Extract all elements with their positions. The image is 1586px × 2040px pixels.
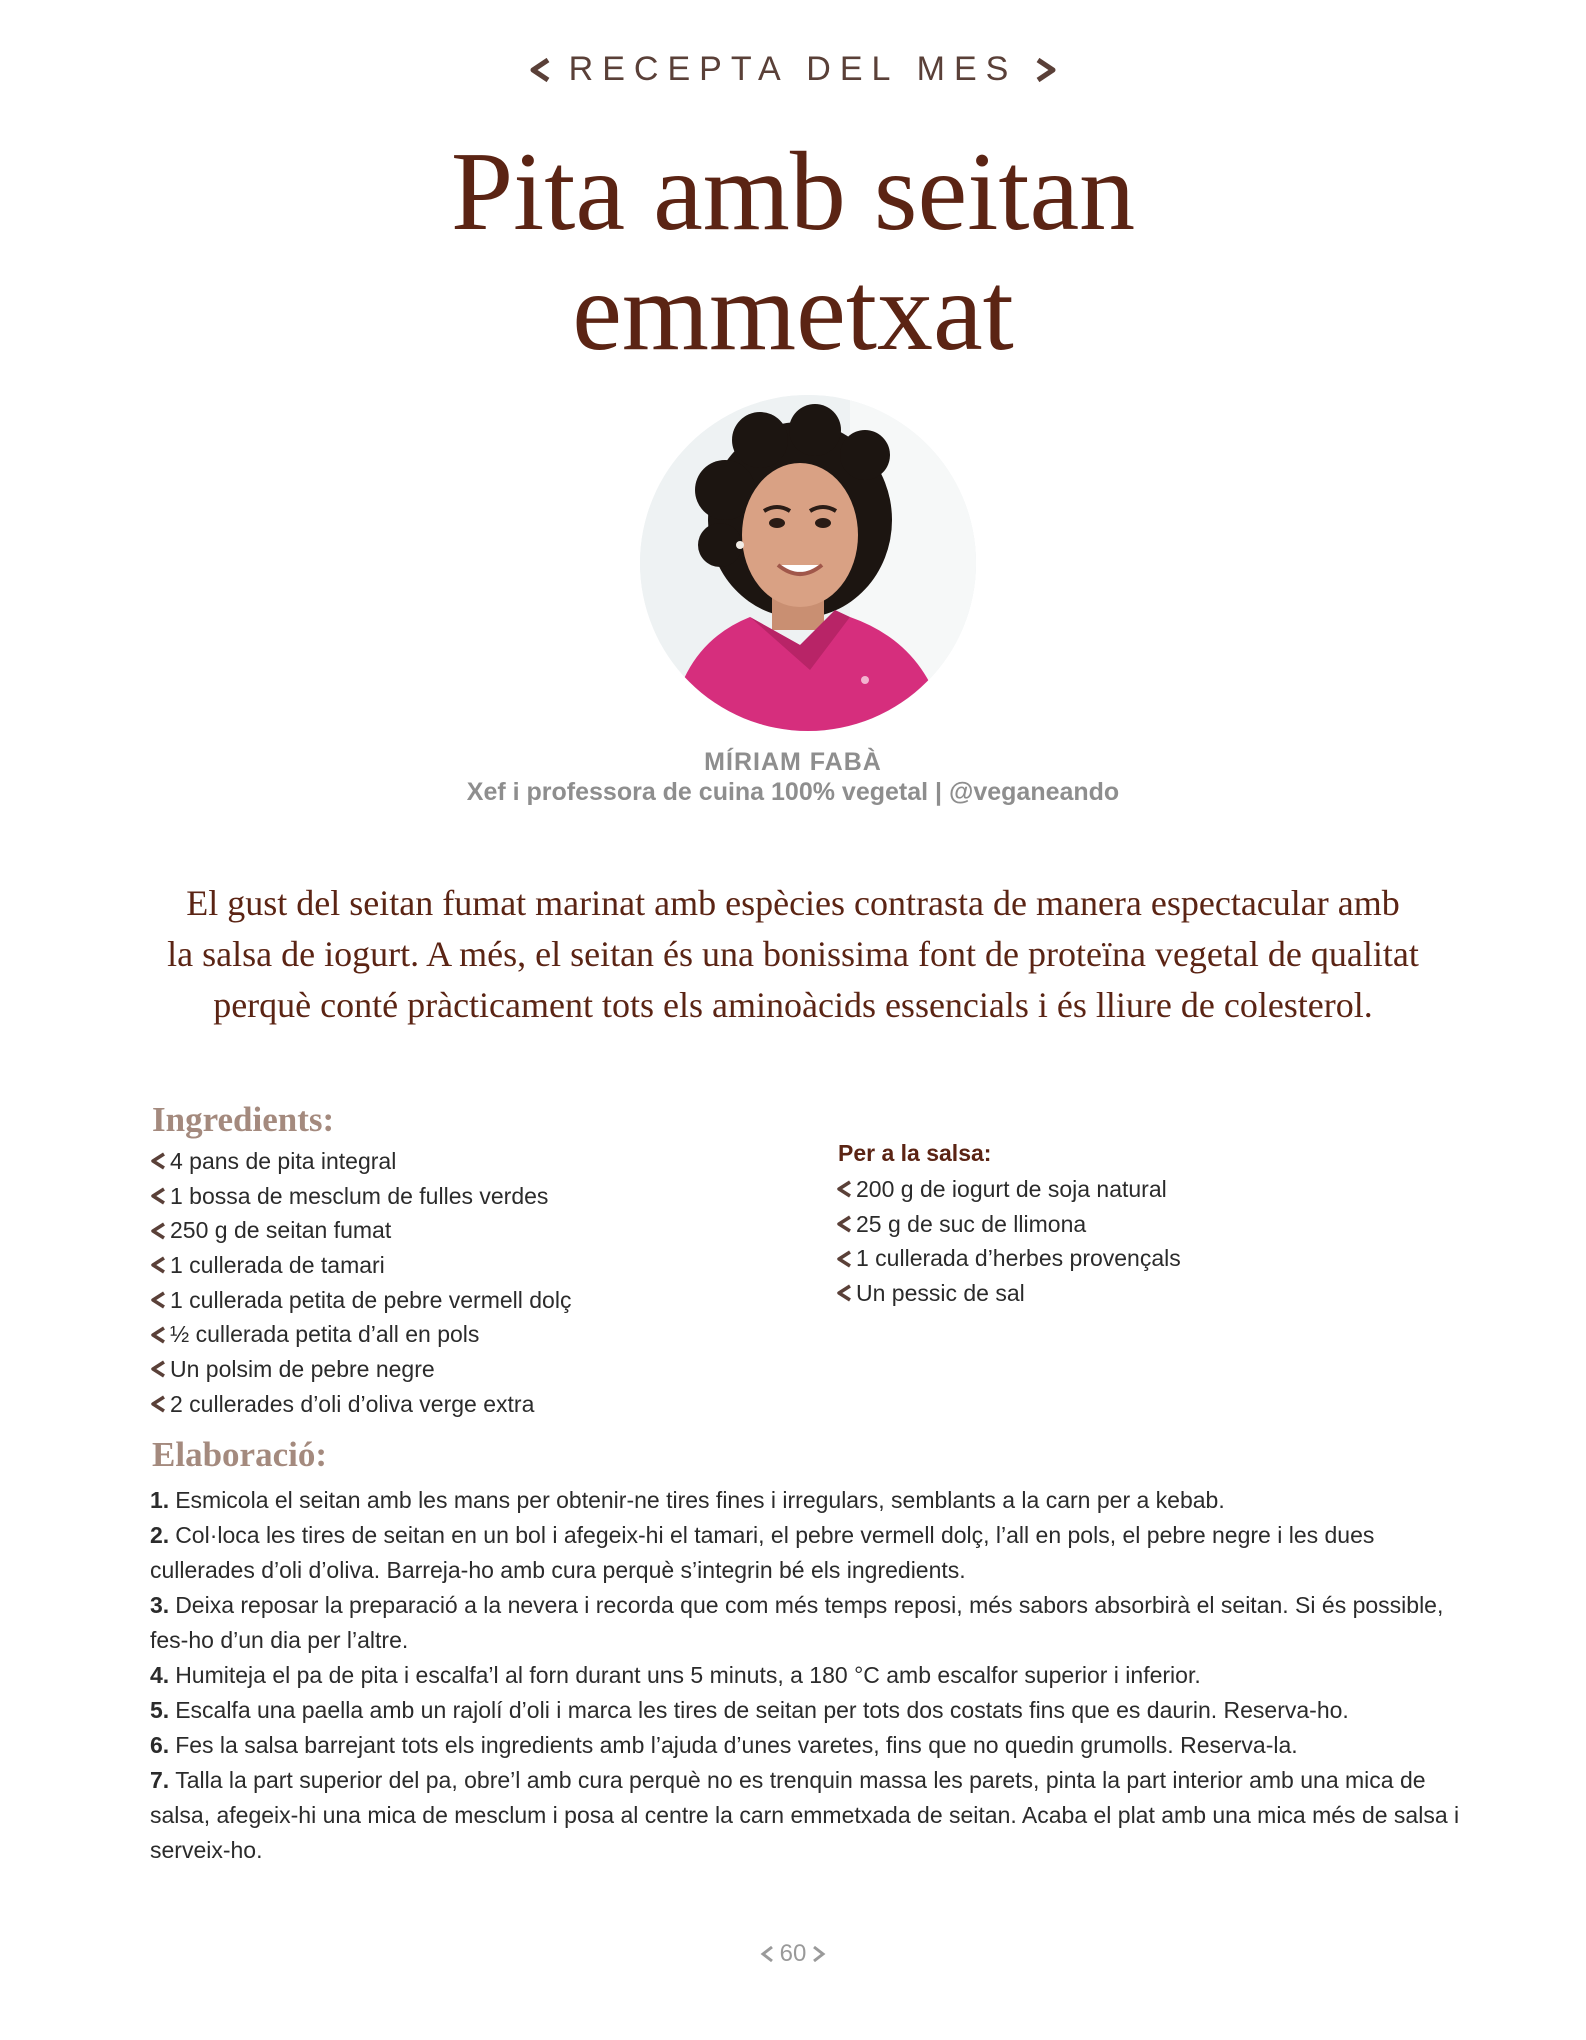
chevron-bullet-icon: [150, 1394, 166, 1414]
salsa-list: [836, 1172, 1436, 1311]
chevron-bullet-icon: [150, 1325, 166, 1345]
list-item: Un polsim de pebre negre: [150, 1352, 790, 1387]
list-item: ½ cullerada petita d’all en pols: [150, 1317, 790, 1352]
step-item: [150, 1483, 1476, 1518]
step-number: 6.: [150, 1732, 170, 1758]
chevron-bullet-icon: [836, 1214, 852, 1234]
salsa-heading: Per a la salsa:: [838, 1140, 992, 1166]
intro-line-2: la salsa de iogurt. A més, el seitan és una bonissima font de proteïna vegetal de qualitat: [167, 934, 1419, 974]
step-item: [150, 1588, 1476, 1658]
page-number: [0, 1940, 1586, 1968]
portrait-illustration: [640, 395, 976, 731]
step-text: Humiteja el pa de pita i escalfa’l al forn durant uns 5 minuts, a 180 °C amb escalfor superior i inferior.: [175, 1662, 1201, 1688]
step-number: 3.: [150, 1592, 170, 1618]
ingredients-heading: Ingredients:: [152, 1100, 335, 1139]
chevron-right-icon: [812, 1945, 826, 1963]
step-number: 4.: [150, 1662, 170, 1688]
section-kicker: [0, 50, 1586, 89]
step-text: Esmicola el seitan amb les mans per obtenir-ne tires fines i irregulars, semblants a la carn per a kebab.: [175, 1487, 1225, 1513]
step-text: Deixa reposar la preparació a la nevera i recorda que com més temps reposi, més sabors absorbirà el seitan. Si és possible, fes-ho d’un dia per l’altre.: [150, 1592, 1444, 1653]
intro-line-1: El gust del seitan fumat marinat amb espècies contrasta de manera espectacular amb: [186, 883, 1400, 923]
page-number-text: 60: [779, 1940, 807, 1967]
chevron-bullet-icon: [150, 1255, 166, 1275]
list-item: 25 g de suc de llimona: [836, 1207, 1436, 1242]
step-item: [150, 1658, 1476, 1693]
chevron-left-icon: [760, 1945, 774, 1963]
step-item: [150, 1728, 1476, 1763]
intro-paragraph: [140, 878, 1446, 1031]
chevron-bullet-icon: [150, 1290, 166, 1310]
list-item: 1 cullerada de tamari: [150, 1248, 790, 1283]
step-text: Escalfa una paella amb un rajolí d’oli i marca les tires de seitan per tots dos costats fins que es daurin. Reserva-ho.: [175, 1697, 1349, 1723]
list-item: 1 bossa de mesclum de fulles verdes: [150, 1179, 790, 1214]
title-line-2: emmetxat: [572, 250, 1014, 374]
step-number: 1.: [150, 1487, 170, 1513]
chevron-bullet-icon: [836, 1179, 852, 1199]
author-photo: [640, 395, 976, 731]
step-item: [150, 1763, 1476, 1868]
step-item: [150, 1518, 1476, 1588]
chevron-bullet-icon: [836, 1283, 852, 1303]
kicker-text: RECEPTA DEL MES: [568, 50, 1018, 88]
list-item: 1 cullerada d’herbes provençals: [836, 1241, 1436, 1276]
title-line-1: Pita amb seitan: [450, 130, 1136, 254]
step-number: 7.: [150, 1767, 170, 1793]
chevron-bullet-icon: [836, 1249, 852, 1269]
chevron-right-icon: [1035, 57, 1057, 83]
list-item: 250 g de seitan fumat: [150, 1213, 790, 1248]
step-text: Col·loca les tires de seitan en un bol i afegeix-hi el tamari, el pebre vermell dolç, l’all en pols, el pebre negre i les dues cullerades d’oli d’oliva. Barreja-ho amb cura perquè s’integrin bé els ingredients.: [150, 1522, 1375, 1583]
list-item: 200 g de iogurt de soja natural: [836, 1172, 1436, 1207]
ingredients-list: [150, 1144, 790, 1422]
intro-line-3: perquè conté pràcticament tots els aminoàcids essencials i és lliure de colesterol.: [213, 985, 1373, 1025]
list-item: 1 cullerada petita de pebre vermell dolç: [150, 1283, 790, 1318]
chevron-bullet-icon: [150, 1359, 166, 1379]
chevron-bullet-icon: [150, 1151, 166, 1171]
list-item: Un pessic de sal: [836, 1276, 1436, 1311]
author-name: MÍRIAM FABÀ: [704, 748, 882, 776]
chevron-bullet-icon: [150, 1186, 166, 1206]
step-item: [150, 1693, 1476, 1728]
page-title: [0, 132, 1586, 372]
step-number: 5.: [150, 1697, 170, 1723]
elaboracio-heading: Elaboració:: [152, 1435, 327, 1474]
step-number: 2.: [150, 1522, 170, 1548]
author-role: Xef i professora de cuina 100% vegetal | @veganeando: [466, 778, 1120, 806]
step-text: Talla la part superior del pa, obre’l amb cura perquè no es trenquin massa les parets, pinta la part interior amb una mica de salsa, afegeix-hi una mica de mesclum i posa al centre la carn emmetxada de seitan. Acaba el plat amb una mica més de salsa i serveix-ho.: [150, 1767, 1460, 1863]
list-item: 4 pans de pita integral: [150, 1144, 790, 1179]
steps-list: [150, 1483, 1476, 1868]
list-item: 2 cullerades d’oli d’oliva verge extra: [150, 1387, 790, 1422]
chevron-left-icon: [529, 57, 551, 83]
chevron-bullet-icon: [150, 1221, 166, 1241]
step-text: Fes la salsa barrejant tots els ingredients amb l’ajuda d’unes varetes, fins que no quedin grumolls. Reserva-la.: [175, 1732, 1298, 1758]
